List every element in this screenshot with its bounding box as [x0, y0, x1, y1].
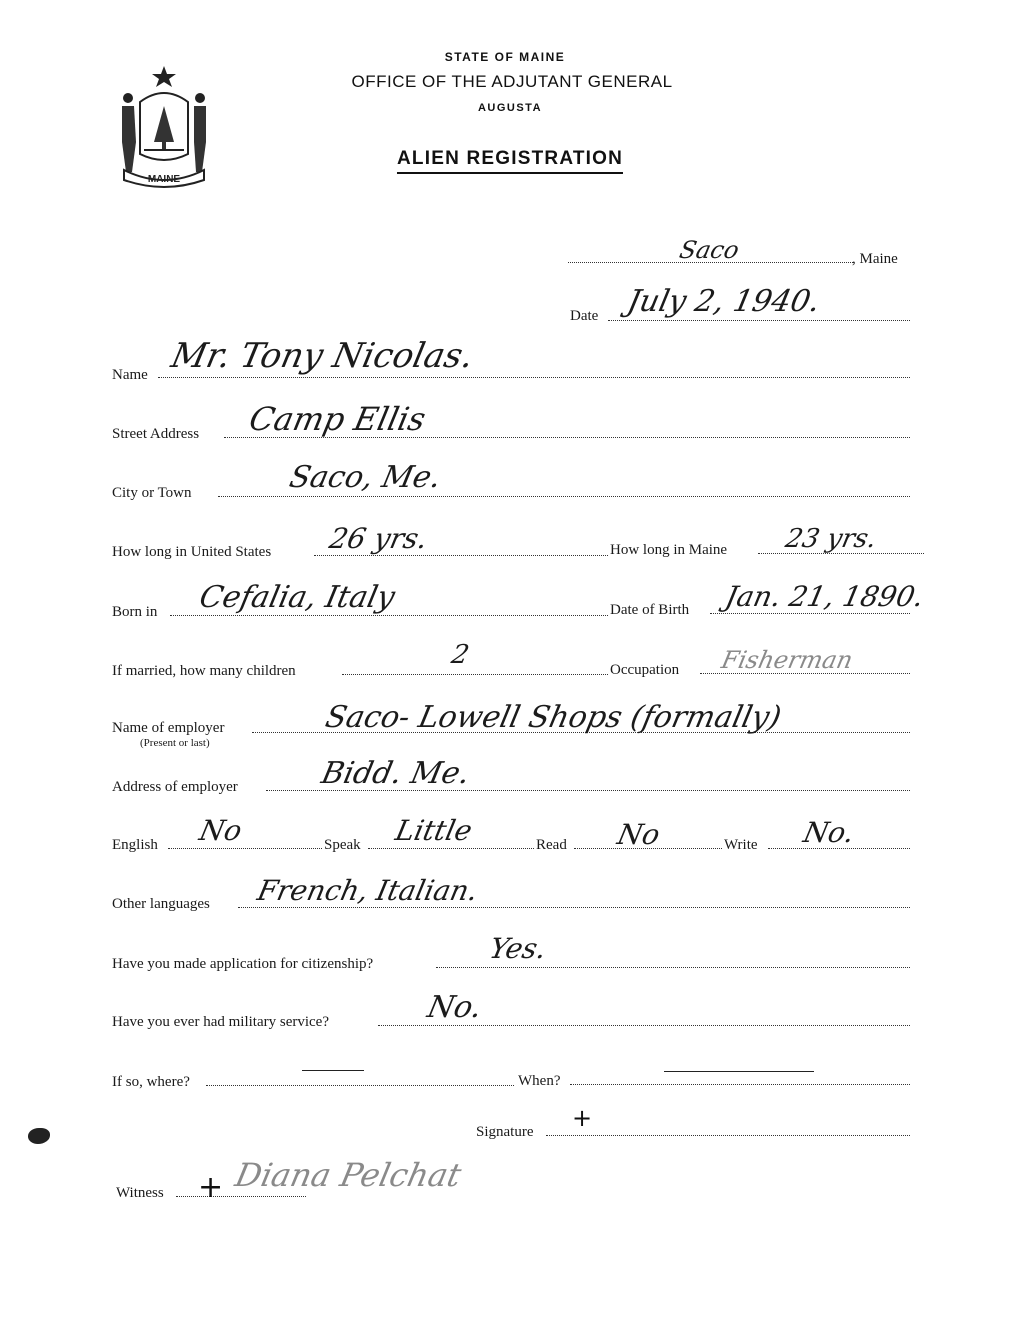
military-label: Have you ever had military service?	[112, 1014, 329, 1030]
born-in-label: Born in	[112, 604, 158, 620]
city-label: City or Town	[112, 485, 192, 501]
witness-label: Witness	[116, 1185, 164, 1201]
citizenship-value: Yes.	[486, 932, 550, 965]
maine-state-seal-icon	[110, 62, 218, 190]
occupation-value: Fisherman	[719, 646, 856, 674]
date-value: July 2, 1940.	[624, 284, 824, 319]
read-label: Read	[536, 837, 567, 853]
date-of-birth-line	[710, 613, 910, 614]
witness-name-value: Diana Pelchat	[231, 1156, 465, 1194]
employer-label: Name of employer	[112, 720, 225, 736]
how-long-maine-label: How long in Maine	[610, 542, 728, 558]
date-of-birth-label: Date of Birth	[610, 602, 690, 618]
english-value: No	[196, 814, 245, 847]
born-in-line	[170, 615, 608, 616]
how-long-us-value: 26 yrs.	[326, 522, 431, 555]
ink-blot-mark	[28, 1128, 50, 1144]
witness-line	[176, 1196, 306, 1197]
where-dash-mark	[302, 1070, 364, 1071]
street-label: Street Address	[112, 426, 200, 442]
military-line	[378, 1025, 910, 1026]
employer-sub-label: (Present or last)	[140, 737, 210, 749]
svg-text:MAINE: MAINE	[147, 174, 181, 185]
place-value: Saco	[677, 236, 742, 264]
how-long-us-line	[314, 555, 608, 556]
employer-address-label: Address of employer	[112, 779, 238, 795]
if-so-where-line	[206, 1085, 514, 1086]
name-line	[158, 377, 910, 378]
signature-mark: +	[572, 1104, 593, 1132]
english-label: English	[112, 837, 158, 853]
read-value: No	[614, 818, 663, 851]
alien-registration-form: MAINE STATE OF MAINE OFFICE OF THE ADJUTANT GENERAL AUGUSTA ALIEN REGISTRATION Saco , Maine Date July 2, 1940. Name Mr. Tony Nicolas. Street Address Camp Ellis City or Town Saco, Me. How long in United States 26 yrs. How long in Maine 23 yrs. Born in Cefalia, Italy Date of Birth Jan. 21, 1890. If married, how many children 2 Occupation Fisherman Name of employer (Present or last) Saco- Lowell Shops (formally) Address of employer Bidd. Me. English No Speak Little Read No Write No. Other languages French, Italian. Have you made application for citizenship? Yes. Have you ever had military service? No. If so, where? When? Signature + Witness + Diana Pelchat	[0, 0, 1024, 1319]
name-label: Name	[112, 367, 148, 383]
street-value: Camp Ellis	[245, 400, 430, 438]
city-line	[218, 496, 910, 497]
when-line	[570, 1084, 910, 1085]
occupation-label: Occupation	[610, 662, 680, 678]
when-dash-mark	[664, 1071, 814, 1072]
name-value: Mr. Tony Nicolas.	[167, 336, 478, 376]
write-label: Write	[724, 837, 758, 853]
how-long-maine-value: 23 yrs.	[782, 524, 880, 554]
employer-address-value: Bidd. Me.	[318, 756, 473, 791]
other-languages-value: French, Italian.	[254, 874, 481, 907]
children-line	[342, 674, 608, 675]
place-suffix-label: , Maine	[852, 251, 898, 267]
when-label: When?	[518, 1073, 561, 1089]
speak-value: Little	[392, 814, 476, 847]
citizenship-label: Have you made application for citizenship?	[112, 956, 374, 972]
children-value: 2	[448, 640, 472, 670]
children-label: If married, how many children	[112, 663, 296, 679]
if-so-where-label: If so, where?	[112, 1074, 190, 1090]
date-label: Date	[570, 308, 599, 324]
how-long-us-label: How long in United States	[112, 544, 272, 560]
speak-line	[368, 848, 534, 849]
employer-value: Saco- Lowell Shops (formally)	[322, 700, 785, 735]
write-value: No.	[800, 816, 858, 849]
speak-label: Speak	[324, 837, 361, 853]
other-languages-label: Other languages	[112, 896, 210, 912]
date-of-birth-value: Jan. 21, 1890.	[722, 580, 927, 613]
born-in-value: Cefalia, Italy	[196, 580, 398, 615]
citizenship-line	[436, 967, 910, 968]
date-line	[608, 320, 910, 321]
signature-label: Signature	[476, 1124, 534, 1140]
signature-line	[546, 1135, 910, 1136]
witness-mark: +	[198, 1170, 224, 1205]
other-languages-line	[238, 907, 910, 908]
city-value: Saco, Me.	[286, 460, 445, 495]
military-value: No.	[424, 990, 486, 1025]
english-line	[168, 848, 322, 849]
